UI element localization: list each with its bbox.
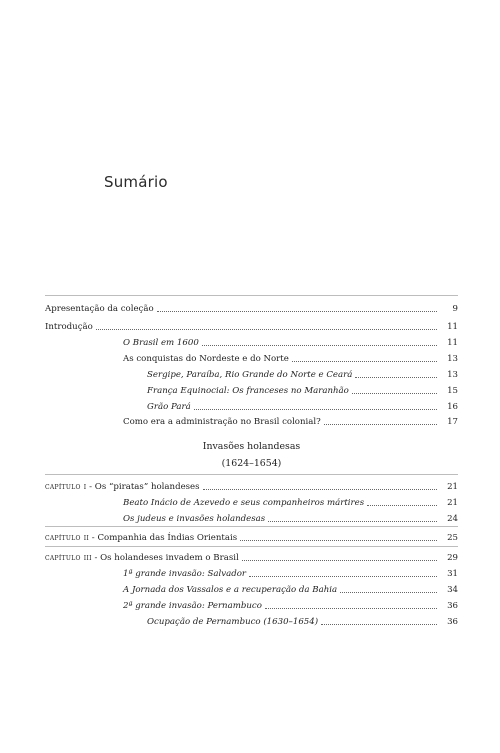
toc-entry[interactable]	[123, 494, 458, 508]
dot-leader	[321, 624, 437, 625]
divider-section	[45, 474, 458, 475]
toc-entry[interactable]	[45, 318, 458, 332]
dot-leader	[96, 329, 437, 330]
toc-entry-page: 31	[447, 569, 458, 579]
toc-entry-label: Sergipe, Paraíba, Rio Grande do Norte e Ceará	[147, 370, 353, 380]
toc-entry-label: 1ª grande invasão: Salvador	[123, 569, 246, 579]
toc-entry-label: Apresentação da coleção	[45, 304, 154, 314]
toc-entry[interactable]	[147, 366, 458, 380]
dot-leader	[203, 489, 437, 490]
toc-entry-label	[45, 482, 200, 492]
toc-entry-page: 11	[447, 338, 458, 348]
toc-entry-label: Introdução	[45, 322, 93, 332]
toc-entry[interactable]	[147, 382, 458, 396]
toc-entry[interactable]	[147, 613, 458, 627]
toc-entry[interactable]	[123, 565, 458, 579]
chapter-title: - Os holandeses invadem o Brasil	[91, 553, 239, 563]
toc-entry-page: 11	[447, 322, 458, 332]
toc-entry-page: 13	[447, 370, 458, 380]
toc-chapter[interactable]	[45, 549, 458, 563]
dot-leader	[324, 424, 437, 425]
dot-leader	[268, 521, 437, 522]
toc-entry-label: Ocupação de Pernambuco (1630–1654)	[147, 617, 319, 627]
chapter-title: - Os “piratas” holandeses	[86, 482, 200, 492]
toc-chapter[interactable]	[45, 529, 458, 543]
page-title: Sumário	[104, 173, 168, 191]
toc-entry-page: 29	[447, 553, 458, 563]
toc-entry[interactable]	[123, 413, 458, 427]
dot-leader	[242, 560, 437, 561]
dot-leader	[355, 377, 437, 378]
toc-entry-page: 21	[447, 482, 458, 492]
dot-leader	[265, 608, 437, 609]
toc-entry[interactable]	[123, 510, 458, 524]
chapter-prefix: capítulo i	[45, 482, 87, 492]
toc-chapter[interactable]	[45, 478, 458, 492]
toc-entry-label: 2ª grande invasão: Pernambuco	[123, 601, 262, 611]
dot-leader	[340, 592, 437, 593]
toc-entry[interactable]	[45, 300, 458, 314]
chapter-title: - Companhia das Índias Orientais	[89, 533, 238, 543]
toc-entry[interactable]	[123, 597, 458, 611]
toc-entry-label: A Jornada dos Vassalos e a recuperação da Bahia	[123, 585, 338, 595]
toc-entry-label	[45, 553, 239, 563]
toc-entry-page: 9	[452, 304, 458, 314]
dot-leader	[194, 409, 437, 410]
toc-entry-page: 15	[447, 386, 458, 396]
toc-entry-page: 36	[447, 601, 458, 611]
dot-leader	[202, 345, 437, 346]
toc-entry-page: 16	[447, 402, 458, 412]
toc-entry-page: 34	[447, 585, 458, 595]
toc-entry-label: Como era a administração no Brasil colonial?	[123, 417, 321, 427]
chapter-prefix: capítulo ii	[45, 533, 90, 543]
section-title: Invasões holandesas	[202, 441, 301, 452]
toc-entry[interactable]	[123, 581, 458, 595]
toc-entry-page: 21	[447, 498, 458, 508]
chapter-prefix: capítulo iii	[45, 553, 92, 563]
toc-entry-page: 13	[447, 354, 458, 364]
dot-leader	[249, 576, 437, 577]
toc-entry-label: Grão Pará	[147, 402, 191, 412]
toc-entry[interactable]	[123, 334, 458, 348]
dot-leader	[157, 311, 437, 312]
dot-leader	[367, 505, 437, 506]
divider-top	[45, 295, 458, 296]
toc-entry-label: O Brasil em 1600	[123, 338, 199, 348]
toc-entry-label	[45, 533, 237, 543]
dot-leader	[292, 361, 437, 362]
divider-chapter	[45, 526, 458, 527]
toc-entry-label: França Equinocial: Os franceses no Maranhão	[147, 386, 349, 396]
toc-entry-label: As conquistas do Nordeste e do Norte	[123, 354, 289, 364]
toc-entry[interactable]	[147, 398, 458, 412]
dot-leader	[352, 393, 437, 394]
section-years: (1624–1654)	[221, 458, 282, 469]
divider-chapter	[45, 546, 458, 547]
toc-entry-page: 17	[447, 417, 458, 427]
toc-entry-label: Beato Inácio de Azevedo e seus companheiros mártires	[123, 498, 365, 508]
toc-entry-page: 36	[447, 617, 458, 627]
dot-leader	[240, 540, 437, 541]
toc-entry-label: Os judeus e invasões holandesas	[123, 514, 266, 524]
toc-entry-page: 25	[447, 533, 458, 543]
toc-entry-page: 24	[447, 514, 458, 524]
toc-entry[interactable]	[123, 350, 458, 364]
